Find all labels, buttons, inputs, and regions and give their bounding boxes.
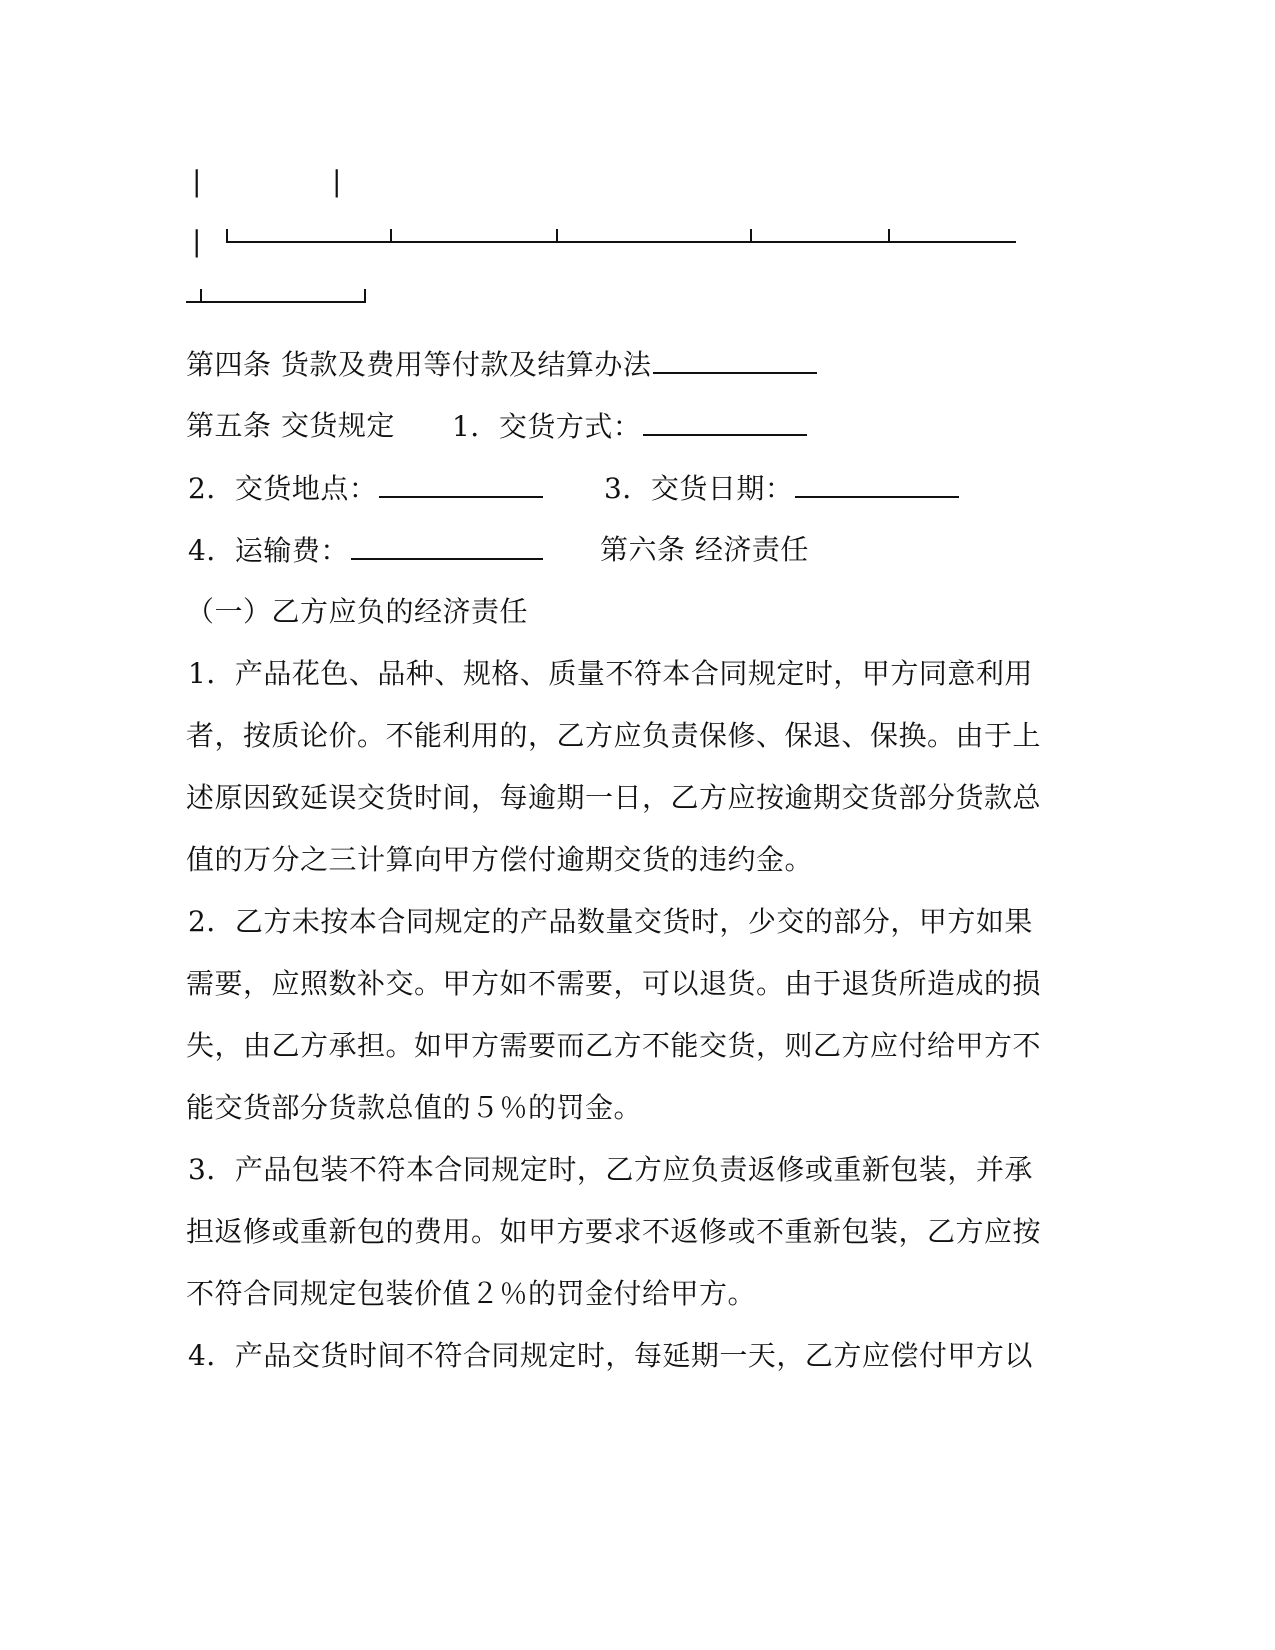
delivery-place-label: 2．交货地点： xyxy=(188,472,378,505)
delivery-date-blank[interactable] xyxy=(795,466,959,498)
table-bar-left-top: | xyxy=(192,165,202,198)
transport-fee-label: 4．运输费： xyxy=(188,534,349,567)
paragraph-text: 4．产品交货时间不符合同规定时，每延期一天，乙方应偿付甲方以 xyxy=(188,1339,1033,1372)
paragraph-text: 3．产品包装不符本合同规定时，乙方应负责返修或重新包装，并承 xyxy=(188,1153,1033,1186)
table-tick-1 xyxy=(390,229,392,243)
table-tick-3 xyxy=(750,229,752,243)
delivery-place-blank[interactable] xyxy=(379,466,543,498)
paragraph-text: 1．产品花色、品种、规格、质量不符本合同规定时，甲方同意利用 xyxy=(188,657,1033,690)
paragraph-text: 2．乙方未按本合同规定的产品数量交货时，少交的部分，甲方如果 xyxy=(188,905,1033,938)
article-6-title: 第六条 经济责任 xyxy=(600,533,809,566)
table-tick-5 xyxy=(200,289,202,303)
transport-fee-blank[interactable] xyxy=(351,528,543,560)
paragraph-text: 者，按质论价。不能利用的，乙方应负责保修、保退、保换。由于上 xyxy=(186,719,1042,752)
paragraph-text: 能交货部分货款总值的５％的罚金。 xyxy=(186,1091,643,1124)
paragraph-text: 不符合同规定包装价值２％的罚金付给甲方。 xyxy=(186,1277,757,1310)
table-bottom-border xyxy=(226,241,1016,243)
paragraph-text: 担返修或重新包的费用。如甲方要求不返修或不重新包装，乙方应按 xyxy=(186,1215,1042,1248)
table-tick-2 xyxy=(556,229,558,243)
delivery-date-label: 3．交货日期： xyxy=(604,472,794,505)
section-a-title-text: （一）乙方应负的经济责任 xyxy=(186,595,529,628)
table-bar-right-top: | xyxy=(332,165,342,198)
delivery-method-label: 1．交货方式： xyxy=(452,410,642,443)
article-5-title: 第五条 交货规定 xyxy=(186,409,395,442)
article-4-text: 第四条 货款及费用等付款及结算办法 xyxy=(186,348,652,381)
table-corner-right xyxy=(364,289,366,303)
table-bar-left-middle: | xyxy=(192,225,202,258)
paragraph-text: 需要，应照数补交。甲方如不需要，可以退货。由于退货所造成的损 xyxy=(186,967,1042,1000)
delivery-method-blank[interactable] xyxy=(643,404,807,436)
table-corner-left xyxy=(226,229,228,243)
paragraph-text: 失，由乙方承担。如甲方需要而乙方不能交货，则乙方应付给甲方不 xyxy=(186,1029,1042,1062)
paragraph-text: 述原因致延误交货时间，每逾期一日，乙方应按逾期交货部分货款总 xyxy=(186,781,1042,814)
paragraph-text: 值的万分之三计算向甲方偿付逾期交货的违约金。 xyxy=(186,843,814,876)
table-bottom-border-2 xyxy=(186,301,366,303)
article-4-blank[interactable] xyxy=(653,342,817,374)
table-tick-4 xyxy=(888,229,890,243)
